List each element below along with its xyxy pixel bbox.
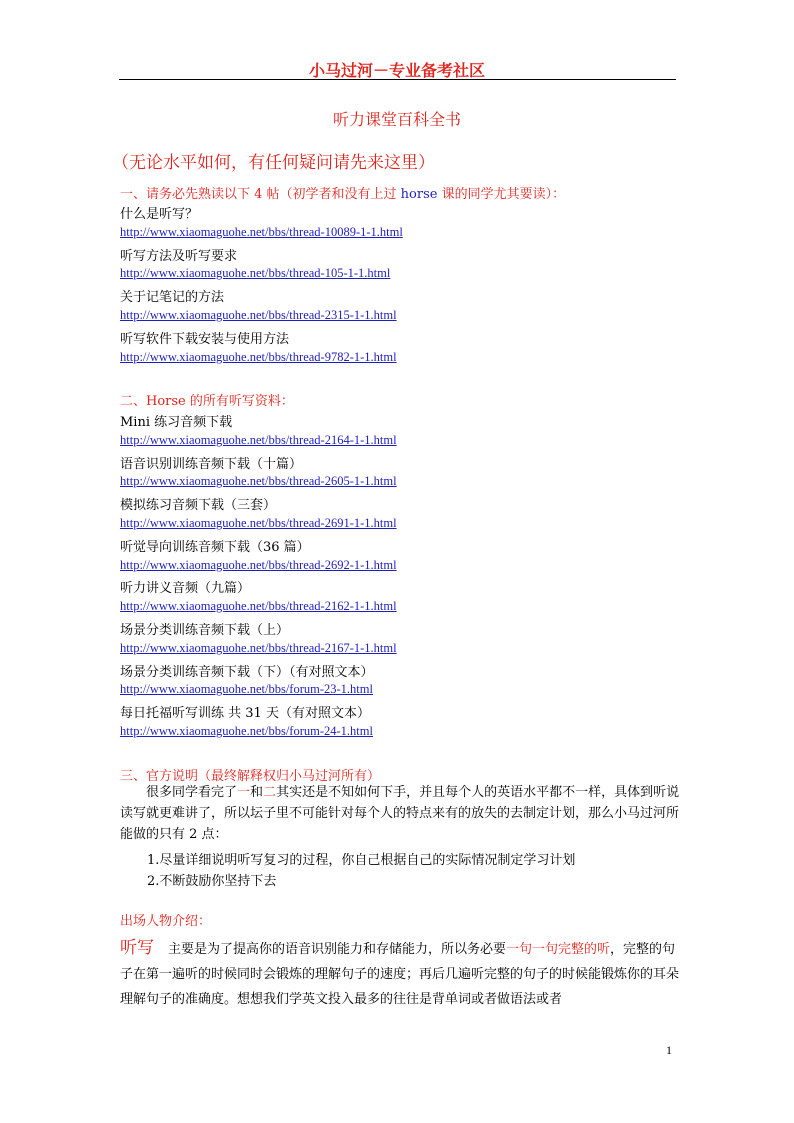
page-number: 1 (666, 1043, 672, 1057)
paragraph-text: 很多同学看完了 (146, 785, 238, 800)
header-divider (119, 79, 676, 80)
section2-item-link[interactable]: http://www.xiaomaguohe.net/bbs/forum-23-1.html (120, 682, 373, 696)
section3-paragraph (120, 782, 686, 845)
section2-item-link[interactable]: http://www.xiaomaguohe.net/bbs/thread-2691-1-1.html (120, 516, 397, 530)
paragraph-highlight: 一 (237, 785, 251, 800)
section1-heading-horse: horse (400, 187, 438, 202)
section2-item-link[interactable]: http://www.xiaomaguohe.net/bbs/thread-2164-1-1.html (120, 433, 397, 447)
section2-item-label: 每日托福听写训练 共 31 天（有对照文本） (120, 706, 370, 721)
section2-item-label: 听力讲义音频（九篇） (120, 581, 251, 596)
section2-item-link[interactable]: http://www.xiaomaguohe.net/bbs/forum-24-1.html (120, 724, 373, 738)
character-name: 听写 (120, 938, 154, 958)
section2-item-link[interactable]: http://www.xiaomaguohe.net/bbs/thread-2167-1-1.html (120, 641, 397, 655)
paragraph-highlight: 一句一句完整的听 (506, 942, 611, 957)
section2-item-label: 模拟练习音频下载（三套） (120, 498, 277, 513)
paragraph-text: 和 (250, 785, 264, 800)
section1-heading-part: 一、请务必先熟读以下 4 帖（初学者和没有上过 (120, 187, 401, 202)
section1-item-link[interactable]: http://www.xiaomaguohe.net/bbs/thread-105-1-1.html (120, 266, 391, 280)
section1-item-label: 听写软件下载安装与使用方法 (120, 332, 290, 347)
section1-heading-part: 课的同学尤其要读）： (437, 187, 566, 202)
section1-item-link[interactable]: http://www.xiaomaguohe.net/bbs/thread-10089-1-1.html (120, 225, 403, 239)
section2-item-label: 听觉导向训练音频下载（36 篇） (120, 540, 310, 555)
section2-item-label: 场景分类训练音频下载（下）（有对照文本） (120, 665, 374, 680)
section1-item-label: 关于记笔记的方法 (120, 290, 225, 305)
section3-heading: 三、官方说明（最终解释权归小马过河所有） (120, 769, 381, 784)
section2-item-link[interactable]: http://www.xiaomaguohe.net/bbs/thread-2692-1-1.html (120, 558, 397, 572)
paragraph-highlight: 二 (263, 785, 277, 800)
characters-heading: 出场人物介绍： (120, 914, 212, 929)
section1-item-link[interactable]: http://www.xiaomaguohe.net/bbs/thread-2315-1-1.html (120, 308, 397, 322)
characters-paragraph (120, 936, 686, 1012)
paragraph-text: ，完整的句子在第一遍听的时候同时会锻炼的理解句子的速度；再后几遍听完整的句子的时候能锻炼你的耳朵理解句子的准确度。想想我们学英文投入最多的往往是背单词或者做语法或者 (120, 942, 680, 1007)
section1-item-label: 什么是听写？ (120, 207, 199, 222)
document-subtitle: （无论水平如何，有任何疑问请先来这里） (112, 153, 435, 173)
section2-heading: 二、Horse 的所有听写资料： (120, 394, 294, 409)
site-header: 小马过河－专业备考社区 (308, 61, 485, 80)
section2-item-label: 语音识别训练音频下载（十篇） (120, 457, 303, 472)
document-title: 听力课堂百科全书 (332, 110, 461, 129)
section1-item-label: 听写方法及听写要求 (120, 249, 238, 264)
paragraph-text: 主要是为了提高你的语音识别能力和存储能力，所以务必要 (168, 942, 507, 957)
section1-item-link[interactable]: http://www.xiaomaguohe.net/bbs/thread-9782-1-1.html (120, 350, 397, 364)
section2-item-label: 场景分类训练音频下载（上） (120, 623, 290, 638)
section3-point: 2.不断鼓励你坚持下去 (147, 874, 277, 889)
section2-item-label: Mini 练习音频下载 (120, 415, 233, 430)
paragraph-text: 其实还是不知如何下手，并且每个人的英语水平都不一样，具体到听说读写就更难讲了，所以坛子里不可能针对每个人的特点来有的放失的去制定计划，那么小马过河所能做的只有 2 点： (120, 785, 680, 842)
section1-heading (120, 183, 565, 202)
section2-item-link[interactable]: http://www.xiaomaguohe.net/bbs/thread-2162-1-1.html (120, 599, 397, 613)
section3-point: 1.尽量详细说明听写复习的过程，你自己根据自己的实际情况制定学习计划 (147, 853, 576, 868)
section2-item-link[interactable]: http://www.xiaomaguohe.net/bbs/thread-2605-1-1.html (120, 474, 397, 488)
